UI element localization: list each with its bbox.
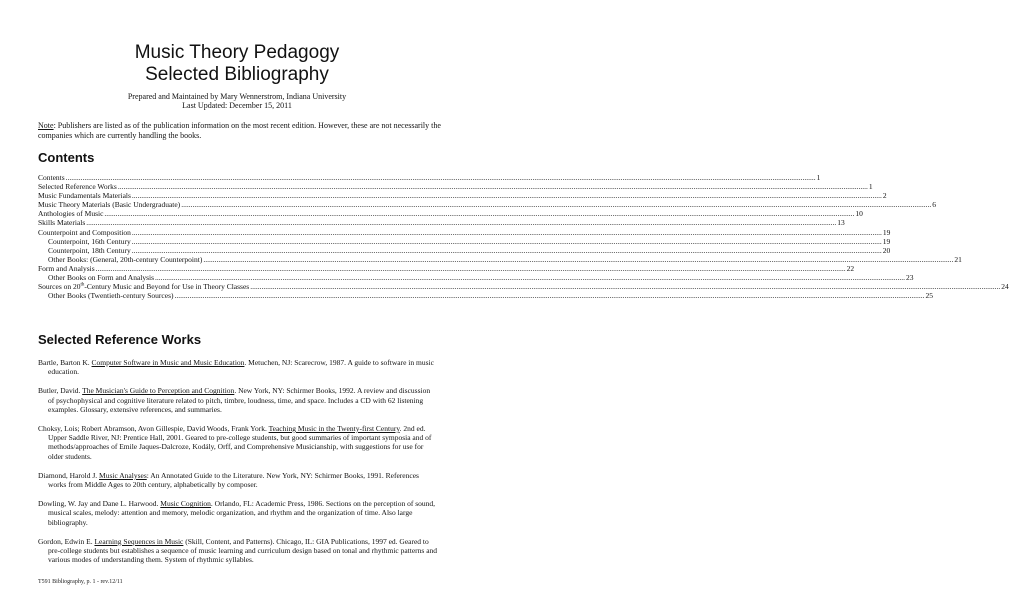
toc-leader-dots: ................................................................................................................................................................................................................................................................................................................................................................................................................ <box>131 227 882 237</box>
toc-entry-label: Skills Materials <box>38 218 86 228</box>
reference-details: (Skill, Content, and Patterns). Chicago, IL: GIA Publications, 1997 ed. Geared to pre-college students but establishes a sequence of music learning and curriculum design based on tonal and rhythmic patterns and various modes of understanding them. System of rhythmic syllables. <box>48 536 438 565</box>
toc-page-number: 25 <box>925 291 933 301</box>
toc-page-number: 1 <box>816 173 821 182</box>
author-line: Prepared and Maintained by Mary Wennerstrom, Indiana University <box>127 92 347 101</box>
toc-leader-dots: ................................................................................................................................................................................................................................................................................................................................................................................................................ <box>203 254 954 264</box>
toc-leader-dots: ................................................................................................................................................................................................................................................................................................................................................................................................................ <box>65 173 816 182</box>
toc-entry[interactable] <box>38 254 962 264</box>
reference-entry <box>38 499 438 527</box>
toc-leader-dots: ................................................................................................................................................................................................................................................................................................................................................................................................................ <box>181 200 932 210</box>
page-footer: T591 Bibliography, p. 1 - rev.12/11 <box>38 579 123 585</box>
toc-leader-dots: ................................................................................................................................................................................................................................................................................................................................................................................................................ <box>174 291 925 301</box>
document-subtitle: Selected Bibliography <box>145 64 329 85</box>
toc-leader-dots: ................................................................................................................................................................................................................................................................................................................................................................................................................ <box>95 263 846 273</box>
toc-page-number: 19 <box>882 236 891 246</box>
toc-entry[interactable] <box>38 245 891 255</box>
reference-title: Computer Software in Music and Music Education <box>91 358 245 367</box>
toc-entry[interactable] <box>38 263 855 273</box>
toc-page-number: 19 <box>882 227 891 237</box>
toc-page-number: 23 <box>906 273 914 283</box>
toc-entry-label: Music Fundamentals Materials <box>38 191 131 201</box>
reference-author: Dowling, W. Jay and Dane L. Harwood. <box>38 499 161 509</box>
reference-entry <box>38 358 438 376</box>
toc-leader-dots: ................................................................................................................................................................................................................................................................................................................................................................................................................ <box>250 282 1001 292</box>
toc-entry-label: Selected Reference Works <box>38 182 117 192</box>
toc-entry[interactable] <box>38 273 914 283</box>
toc-page-number: 6 <box>932 200 936 210</box>
toc-page-number: 20 <box>882 245 891 255</box>
toc-page-number: 1 <box>868 182 873 192</box>
reference-entry <box>38 386 438 414</box>
toc-entry-label: Music Theory Materials (Basic Undergraduate) <box>38 200 181 210</box>
reference-details: : An Annotated Guide to the Literature. New York, NY: Schirmer Books, 1991. References works from Middle Ages to 20th century, alphabetically by composer. <box>48 470 419 490</box>
reference-title: Music Analyses <box>99 470 147 480</box>
reference-title: Teaching Music in the Twenty-first Century <box>268 424 400 434</box>
toc-page-number: 24 <box>1001 282 1009 292</box>
toc-entry[interactable] <box>38 200 936 210</box>
reference-author: Choksy, Lois; Robert Abramson, Avon Gillespie, David Woods, Frank York. <box>38 424 269 434</box>
toc-leader-dots: ................................................................................................................................................................................................................................................................................................................................................................................................................ <box>104 209 855 219</box>
toc-entry-label: Sources on 20th-Century Music and Beyond for Use in Theory Classes <box>38 282 250 292</box>
toc-entry-label: Contents <box>38 173 65 182</box>
reference-details: . Metuchen, NJ: Scarecrow, 1987. A guide to software in music education. <box>48 358 434 377</box>
reference-author: Bartle, Barton K. <box>38 358 92 367</box>
toc-page-number: 22 <box>846 263 855 273</box>
document-title: Music Theory Pedagogy <box>134 42 340 63</box>
publisher-note <box>38 121 442 141</box>
reference-author: Gordon, Edwin E. <box>38 536 95 546</box>
toc-leader-dots: ................................................................................................................................................................................................................................................................................................................................................................................................................ <box>155 273 906 283</box>
contents-heading: Contents <box>38 150 95 165</box>
note-text: : Publishers are listed as of the publication information on the most recent edition. However, these are not necessarily the companies which are currently handling the books. <box>38 121 441 140</box>
toc-entry[interactable] <box>38 282 1009 292</box>
toc-entry-label: Anthologies of Music <box>38 209 104 219</box>
toc-page-number: 21 <box>954 254 962 264</box>
toc-entry-label: Counterpoint and Composition <box>38 227 131 237</box>
toc-leader-dots: ................................................................................................................................................................................................................................................................................................................................................................................................................ <box>131 245 882 255</box>
reference-list <box>38 358 438 574</box>
toc-entry-label: Counterpoint, 18th Century <box>48 245 131 255</box>
toc-entry[interactable] <box>38 236 891 246</box>
toc-entry-label: Form and Analysis <box>38 263 95 273</box>
toc-entry-label: Other Books: (General, 20th-century Counterpoint) <box>48 254 203 264</box>
toc-page-number: 10 <box>855 209 863 219</box>
toc-entry[interactable] <box>38 218 845 228</box>
reference-author: Diamond, Harold J. <box>38 470 100 480</box>
toc-entry[interactable] <box>38 291 933 301</box>
reference-entry <box>38 471 438 489</box>
toc-entry[interactable] <box>38 182 873 192</box>
reference-title: The Musician's Guide to Perception and Cognition <box>82 386 235 396</box>
reference-title: Learning Sequences in Music <box>94 536 184 546</box>
reference-entry <box>38 424 438 461</box>
reference-details: . 2nd ed. Upper Saddle River, NJ: Prentice Hall, 2001. Geared to pre-college students, but good summaries of important symposia and of methods/approaches of Emile Jaques-Dalcroze, Kodály, Orff, and Comprehensive Musicianship, with suggestions for use for older students. <box>48 424 432 461</box>
toc-entry-label: Other Books (Twentieth-century Sources) <box>48 291 174 301</box>
updated-line: Last Updated: December 15, 2011 <box>182 101 292 110</box>
toc-entry-label: Other Books on Form and Analysis <box>48 273 155 283</box>
reference-title: Music Cognition <box>160 499 211 509</box>
toc-page-number: 13 <box>837 218 845 228</box>
toc-entry[interactable] <box>38 173 821 182</box>
toc-leader-dots: ................................................................................................................................................................................................................................................................................................................................................................................................................ <box>86 218 837 228</box>
reference-author: Butler, David. <box>38 386 83 396</box>
toc-leader-dots: ................................................................................................................................................................................................................................................................................................................................................................................................................ <box>117 182 868 192</box>
toc-entry-label: Counterpoint, 16th Century <box>48 236 131 246</box>
toc-leader-dots: ................................................................................................................................................................................................................................................................................................................................................................................................................ <box>131 236 882 246</box>
toc-entry[interactable] <box>38 227 891 237</box>
table-of-contents <box>38 173 1009 301</box>
reference-details: . New York, NY: Schirmer Books, 1992. A review and discussion of psychophysical and cognitive literature related to pitch, timbre, loudness, time, and space. Includes a CD with 62 listening examples. Glossary, extensive references, and summaries. <box>48 386 431 414</box>
reference-works-heading: Selected Reference Works <box>38 332 202 347</box>
toc-entry[interactable] <box>38 209 863 219</box>
toc-page-number: 2 <box>882 191 887 201</box>
toc-leader-dots: ................................................................................................................................................................................................................................................................................................................................................................................................................ <box>131 191 882 201</box>
reference-details: . Orlando, FL: Academic Press, 1986. Sections on the perception of sound, musical scales, melody: attention and memory, melodic organization, and rhythm and the organization of time. Also large bibliography. <box>48 499 436 527</box>
toc-entry[interactable] <box>38 191 887 201</box>
note-label: Note <box>38 121 54 130</box>
reference-entry <box>38 537 438 565</box>
